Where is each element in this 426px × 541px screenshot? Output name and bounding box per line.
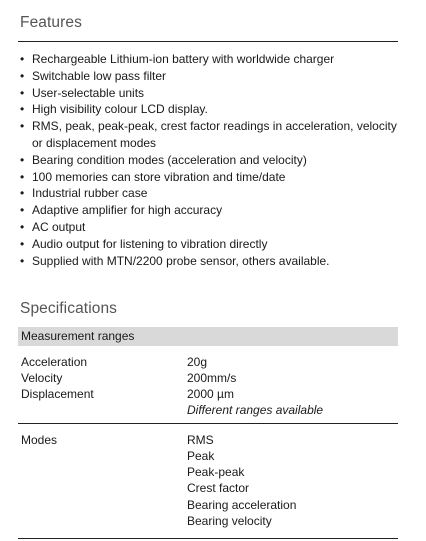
feature-item: • Industrial rubber case (20, 185, 400, 202)
mode-item: Bearing acceleration (187, 498, 297, 512)
specifications-heading: Specifications (20, 300, 118, 317)
features-list (20, 51, 400, 269)
mode-item: Peak-peak (187, 465, 245, 479)
range-value-acceleration: 20g (187, 355, 208, 369)
mode-item: Crest factor (187, 481, 250, 495)
features-rule (18, 41, 398, 42)
ranges-note: Different ranges available (187, 403, 324, 417)
range-label-velocity: Velocity (21, 371, 63, 385)
measurement-ranges-label: Measurement ranges (21, 329, 135, 343)
feature-item: • Rechargeable Lithium-ion battery with worldwide charger (20, 51, 400, 68)
measurement-ranges-band (18, 327, 398, 346)
range-label-displacement: Displacement (21, 387, 94, 401)
feature-item: • High visibility colour LCD display. (20, 101, 400, 118)
modes-label: Modes (21, 433, 58, 447)
feature-item: • Audio output for listening to vibration directly (20, 236, 400, 253)
features-heading: Features (20, 14, 82, 31)
mode-item: Peak (187, 449, 215, 463)
bottom-rule (18, 538, 398, 539)
range-label-acceleration: Acceleration (21, 355, 88, 369)
mode-item: Bearing velocity (187, 514, 272, 528)
feature-item: • RMS, peak, peak-peak, crest factor readings in acceleration, velocity or displacement modes (20, 118, 400, 152)
modes-rule (18, 423, 398, 424)
range-value-displacement: 2000 µm (187, 387, 234, 401)
feature-item: • User-selectable units (20, 85, 400, 102)
feature-item: • Adaptive amplifier for high accuracy (20, 202, 400, 219)
feature-item: • Bearing condition modes (acceleration and velocity) (20, 152, 400, 169)
mode-item: RMS (187, 433, 214, 447)
range-value-velocity: 200mm/s (187, 371, 237, 385)
feature-item: • 100 memories can store vibration and time/date (20, 169, 400, 186)
feature-item: • Supplied with MTN/2200 probe sensor, others available. (20, 253, 400, 270)
feature-item: • AC output (20, 219, 400, 236)
feature-item: • Switchable low pass filter (20, 68, 400, 85)
